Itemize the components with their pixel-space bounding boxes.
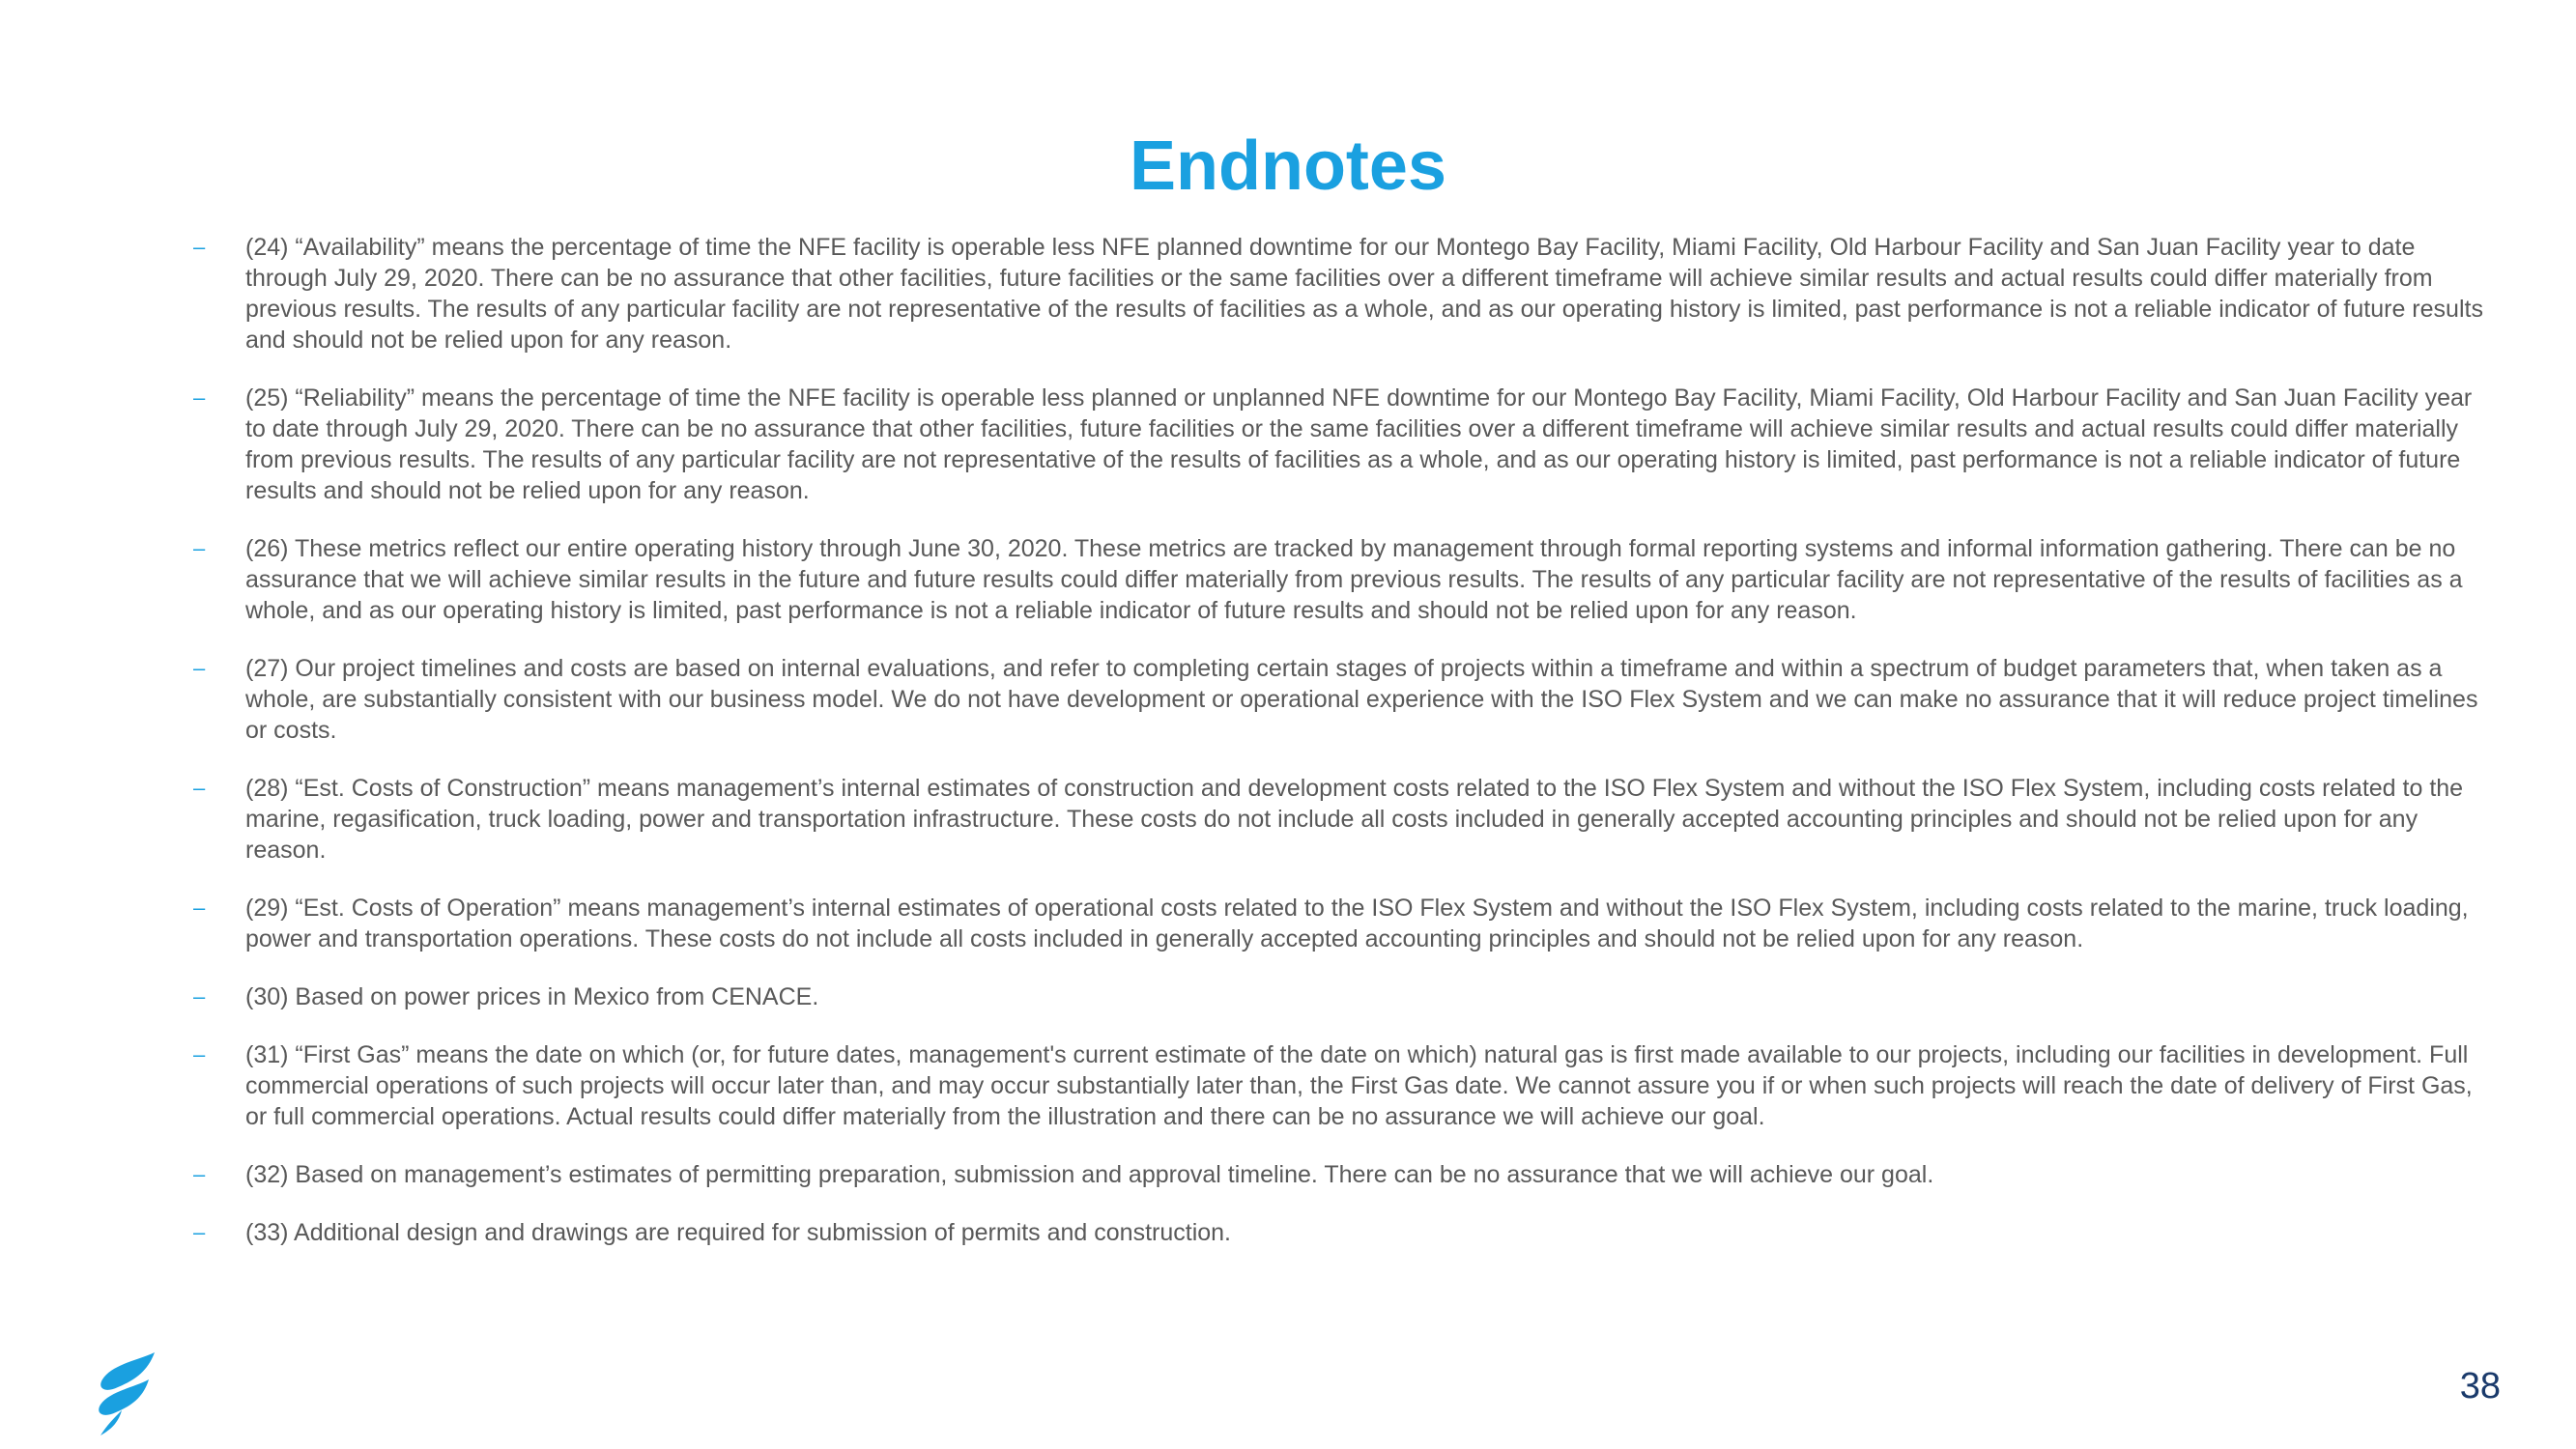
endnote-item	[193, 533, 2493, 626]
page-number: 38	[2459, 1366, 2501, 1406]
bullet-dash: –	[193, 235, 206, 259]
endnote-item	[193, 653, 2493, 746]
endnotes-list	[193, 232, 2493, 1275]
endnote-text: (28) “Est. Costs of Construction” means management’s internal estimates of construction and development costs related to the ISO Flex System and without the ISO Flex System, including costs related to the marine, regasification, truck loading, power and transportation infrastructure. These costs do not include all costs included in generally accepted accounting principles and should not be relied upon for any reason.	[245, 775, 2464, 864]
endnote-text: (31) “First Gas” means the date on which (or, for future dates, management's current estimate of the date on which) natural gas is first made available to our projects, including our facilities in development. Full commercial operations of such projects will occur later than, and may occur substantially later than, the First Gas date. We cannot assure you if or when such projects will reach the date of delivery of First Gas, or full commercial operations. Actual results could differ materially from the illustration and there can be no assurance we will achieve our goal.	[245, 1041, 2473, 1130]
bullet-dash: –	[193, 984, 206, 1009]
endnote-item	[193, 232, 2493, 355]
endnote-text: (29) “Est. Costs of Operation” means management’s internal estimates of operational costs related to the ISO Flex System and without the ISO Flex System, including costs related to the marine, truck loading, power and transportation operations. These costs do not include all costs included in generally accepted accounting principles and should not be relied upon for any reason.	[245, 895, 2469, 952]
endnote-item	[193, 1039, 2493, 1132]
endnote-item	[193, 893, 2493, 954]
bullet-dash: –	[193, 776, 206, 800]
endnote-text: (27) Our project timelines and costs are based on internal evaluations, and refer to completing certain stages of projects within a timeframe and within a spectrum of budget parameters that, when taken as a whole, are substantially consistent with our business model. We do not have development or operational experience with the ISO Flex System and we can make no assurance that it will reduce project timelines or costs.	[245, 655, 2478, 744]
company-flame-logo-icon	[93, 1350, 157, 1435]
bullet-dash: –	[193, 895, 206, 920]
endnote-item	[193, 981, 2493, 1012]
endnote-item	[193, 383, 2493, 506]
endnote-item	[193, 1159, 2493, 1190]
bullet-dash: –	[193, 536, 206, 560]
endnote-text: (25) “Reliability” means the percentage of time the NFE facility is operable less planned or unplanned NFE downtime for our Montego Bay Facility, Miami Facility, Old Harbour Facility and San Juan Facility year to date through July 29, 2020. There can be no assurance that other facilities, future facilities or the same facilities over a different timeframe will achieve similar results and actual results could differ materially from previous results. The results of any particular facility are not representative of the results of facilities as a whole, and as our operating history is limited, past performance is not a reliable indicator of future results and should not be relied upon for any reason.	[245, 384, 2473, 504]
bullet-dash: –	[193, 385, 206, 410]
bullet-dash: –	[193, 1042, 206, 1066]
endnote-item	[193, 773, 2493, 866]
bullet-dash: –	[193, 1162, 206, 1186]
endnote-text: (30) Based on power prices in Mexico from CENACE.	[245, 983, 819, 1010]
endnote-text: (33) Additional design and drawings are required for submission of permits and construction.	[245, 1219, 1231, 1246]
endnote-item	[193, 1217, 2493, 1248]
endnote-text: (24) “Availability” means the percentage of time the NFE facility is operable less NFE planned downtime for our Montego Bay Facility, Miami Facility, Old Harbour Facility and San Juan Facility year to date through July 29, 2020. There can be no assurance that other facilities, future facilities or the same facilities over a different timeframe will achieve similar results and actual results could differ materially from previous results. The results of any particular facility are not representative of the results of facilities as a whole, and as our operating history is limited, past performance is not a reliable indicator of future results and should not be relied upon for any reason.	[245, 234, 2483, 354]
endnote-text: (26) These metrics reflect our entire operating history through June 30, 2020. These metrics are tracked by management through formal reporting systems and informal information gathering. There can be no assurance that we will achieve similar results in the future and future results could differ materially from previous results. The results of any particular facility are not representative of the results of facilities as a whole, and as our operating history is limited, past performance is not a reliable indicator of future results and should not be relied upon for any reason.	[245, 535, 2463, 624]
page-title: Endnotes	[1129, 128, 1446, 205]
bullet-dash: –	[193, 1220, 206, 1244]
bullet-dash: –	[193, 656, 206, 680]
endnote-text: (32) Based on management’s estimates of permitting preparation, submission and approval timeline. There can be no assurance that we will achieve our goal.	[245, 1161, 1934, 1188]
